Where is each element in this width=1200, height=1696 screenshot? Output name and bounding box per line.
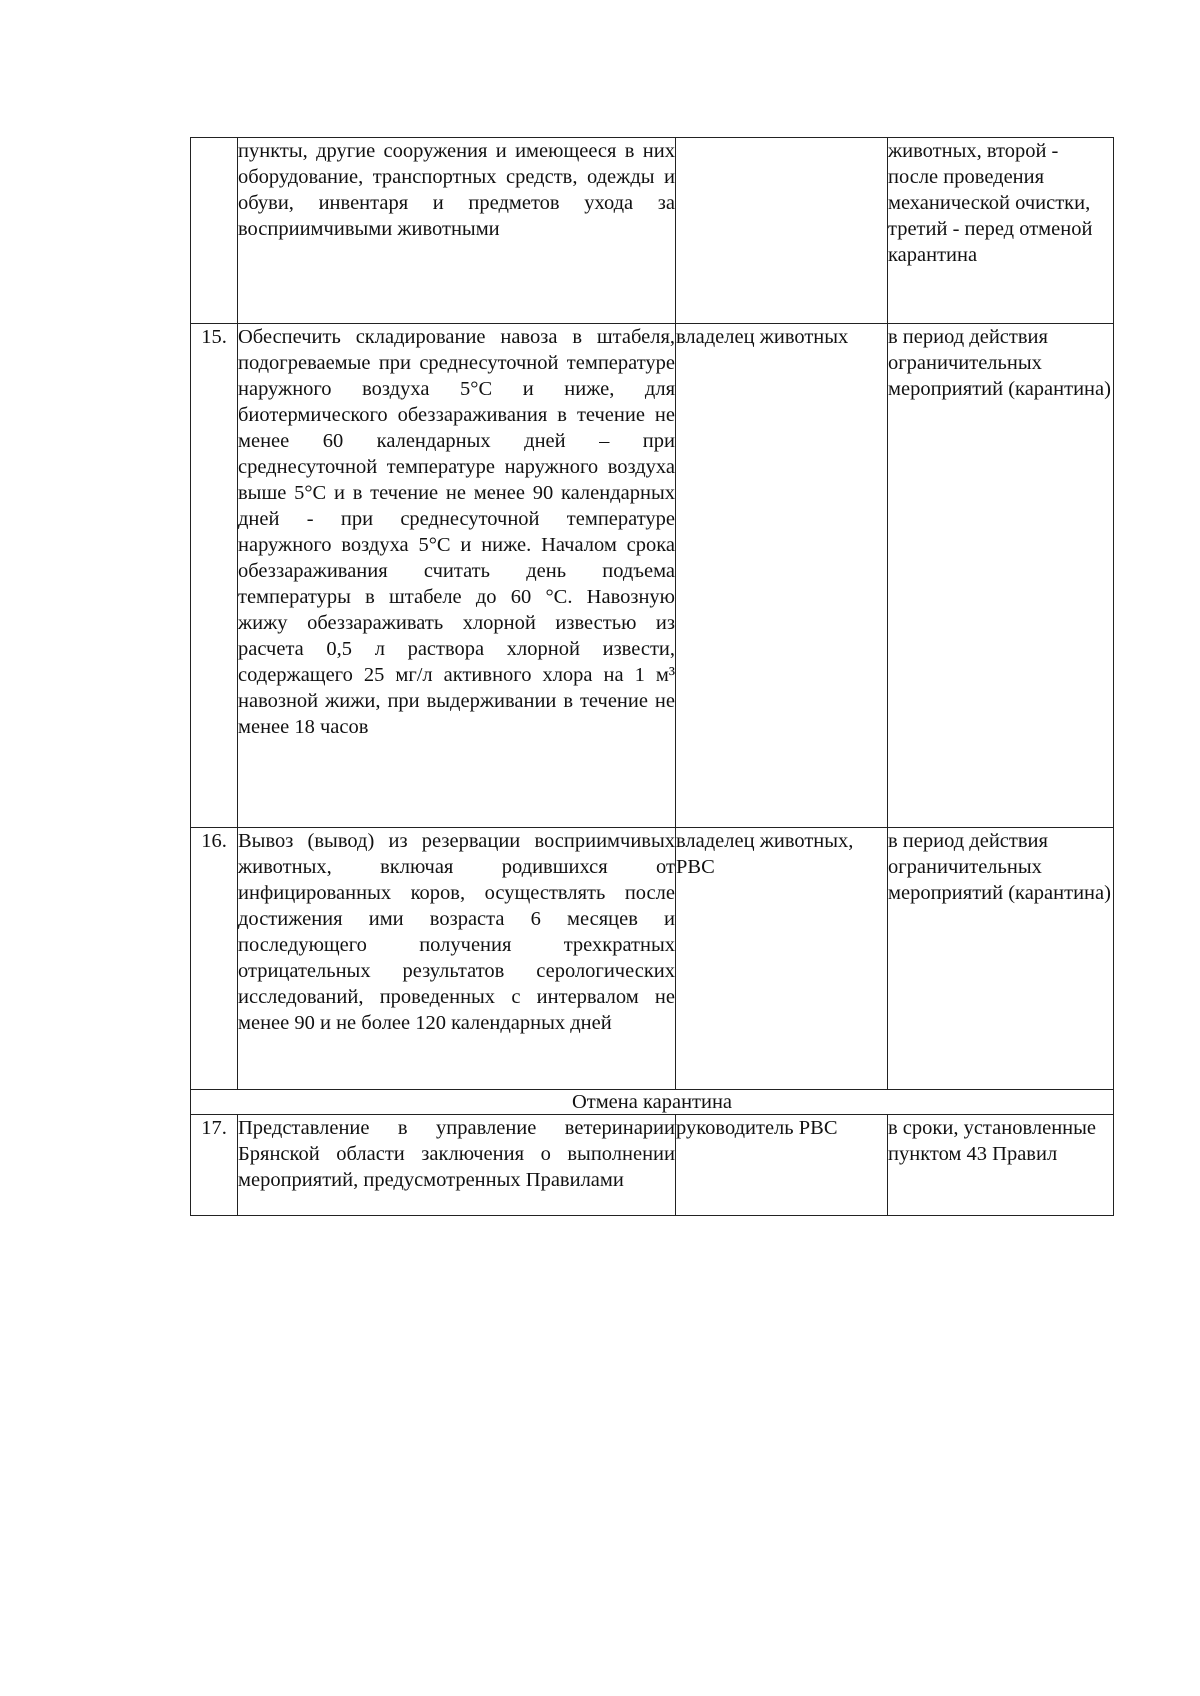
deadline-term: в сроки, установленные пунктом 43 Правил — [888, 1115, 1114, 1216]
measure-description: Обеспечить складирование навоза в штабеля, подогреваемые при среднесуточной температуре наружного воздуха 5°С и ниже, для биотермического обеззараживания в течение не менее 60 календарных дней – при среднесуточной температуре наружного воздуха выше 5°С и в течение не менее 90 календарных дней - при среднесуточной температуре наружного воздуха 5°С и ниже. Началом срока обеззараживания считать день подъема температуры в штабеле до 60 °С. Навозную жижу обеззараживать хлорной известью из расчета 0,5 л раствора хлорной извести, содержащего 25 мг/л активного хлора на 1 м³ навозной жижи, при выдерживании в течение не менее 18 часов — [238, 324, 676, 828]
section-header-row — [191, 1090, 1114, 1115]
table-row-continuation — [191, 138, 1114, 324]
table-row-15 — [191, 324, 1114, 828]
row-number: 15. — [191, 324, 238, 828]
measures-table — [190, 137, 1114, 1216]
deadline-term: в период действия ограничительных мероприятий (карантина) — [888, 324, 1114, 828]
measure-description: Вывоз (вывод) из резервации восприимчивых животных, включая родившихся от инфицированных коров, осуществлять после достижения ими возраста 6 месяцев и последующего получения трехкратных отрицательных результатов серологических исследований, проведенных с интервалом не менее 90 и не более 120 календарных дней — [238, 828, 676, 1090]
table-row-17 — [191, 1115, 1114, 1216]
section-title: Отмена карантина — [191, 1090, 1114, 1115]
deadline-term: в период действия ограничительных мероприятий (карантина) — [888, 828, 1114, 1090]
measure-description: пункты, другие сооружения и имеющееся в них оборудование, транспортных средств, одежды и обуви, инвентаря и предметов ухода за восприимчивыми животными — [238, 138, 676, 324]
row-number: 16. — [191, 828, 238, 1090]
deadline-term: животных, второй - после проведения механической очистки, третий - перед отменой карантина — [888, 138, 1114, 324]
responsible-party: владелец животных — [676, 324, 888, 828]
row-number — [191, 138, 238, 324]
responsible-party — [676, 138, 888, 324]
responsible-party: владелец животных, РВС — [676, 828, 888, 1090]
table-row-16 — [191, 828, 1114, 1090]
row-number: 17. — [191, 1115, 238, 1216]
responsible-party: руководитель РВС — [676, 1115, 888, 1216]
measure-description: Представление в управление ветеринарии Брянской области заключения о выполнении мероприятий, предусмотренных Правилами — [238, 1115, 676, 1216]
